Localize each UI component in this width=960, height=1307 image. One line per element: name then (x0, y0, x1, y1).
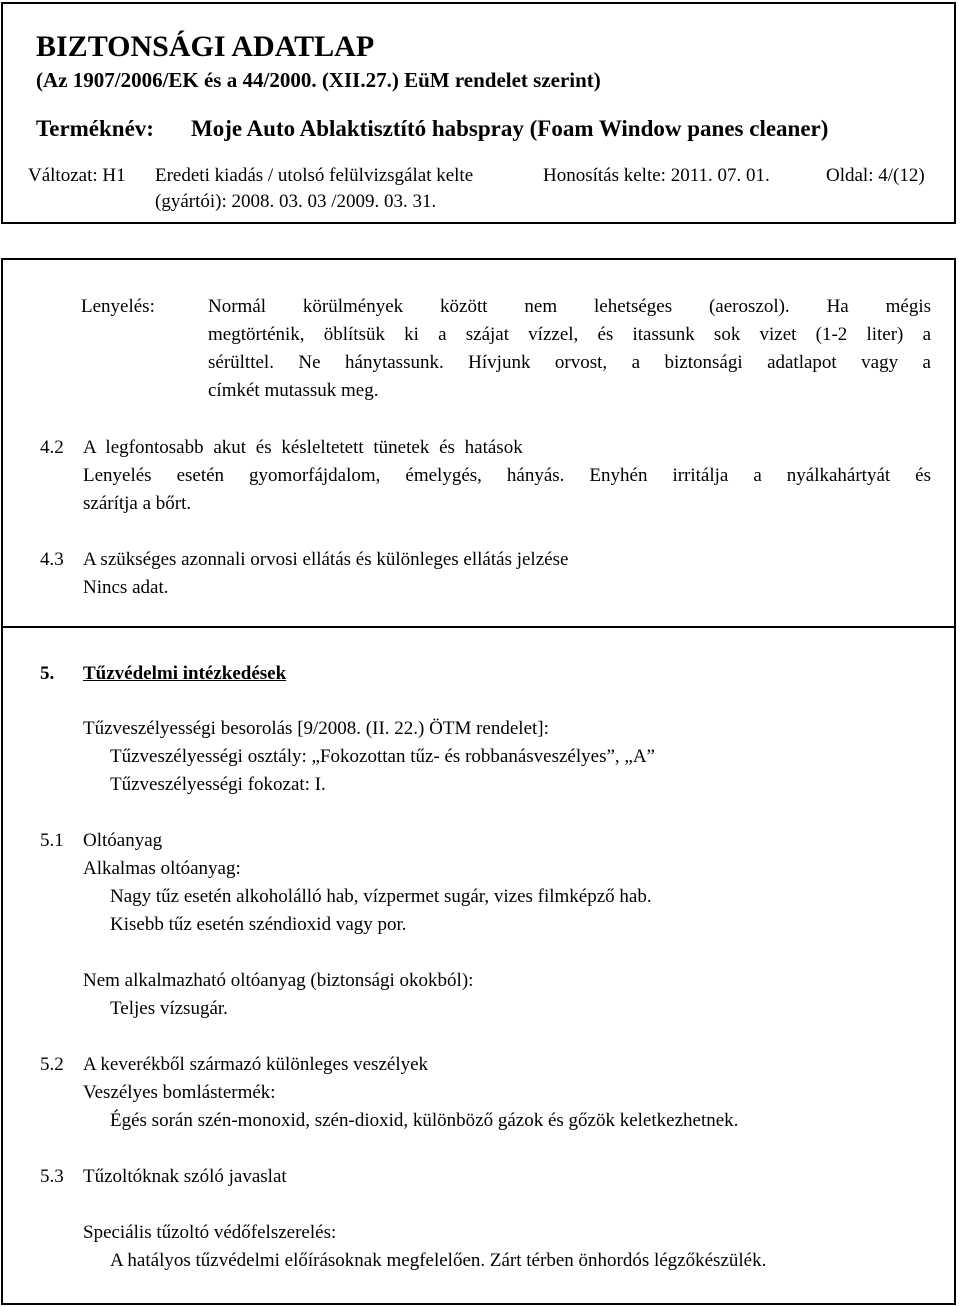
document-title: BIZTONSÁGI ADATLAP (36, 30, 375, 63)
suitable-media-small-fire: Kisebb tűz esetén széndioxid vagy por. (110, 914, 407, 935)
protective-equipment-value: A hatályos tűzvédelmi előírásoknak megfelelően. Zárt térben önhordós légzőkészülék. (110, 1250, 767, 1271)
protective-equipment-label: Speciális tűzoltó védőfelszerelés: (83, 1222, 337, 1243)
section-5-title: Tűzvédelmi intézkedések (83, 663, 287, 684)
product-line (36, 116, 829, 142)
suitable-media-large-fire: Nagy tűz esetén alkoholálló hab, vízpermet sugár, vizes filmképző hab. (110, 886, 652, 907)
suitable-media-label: Alkalmas oltóanyag: (83, 858, 241, 879)
section-5-3-number: 5.3 (40, 1166, 64, 1187)
fire-grade: Tűzveszélyességi fokozat: I. (110, 774, 326, 795)
section-4-3-text: Nincs adat. (83, 577, 169, 598)
ingestion-text-line: Normál körülmények között nem lehetséges (aeroszol). Ha mégis (208, 296, 931, 317)
section-4-2-number: 4.2 (40, 437, 64, 458)
original-issue-label: Eredeti kiadás / utolsó felülvizsgálat kelte (155, 165, 474, 186)
product-label: Terméknév: (36, 116, 154, 141)
hazardous-products-value: Égés során szén-monoxid, szén-dioxid, különböző gázok és gőzök keletkezhetnek. (110, 1110, 739, 1131)
section-4-2-text-line: szárítja a bőrt. (83, 493, 192, 514)
unsuitable-media-value: Teljes vízsugár. (110, 998, 228, 1019)
section-5-2-title: A keverékből származó különleges veszélyek (83, 1054, 429, 1075)
original-issue-dates: (gyártói): 2008. 03. 03 /2009. 03. 31. (155, 191, 437, 212)
localization-date: Honosítás kelte: 2011. 07. 01. (543, 165, 770, 186)
section-5-number: 5. (40, 663, 55, 684)
ingestion-text-line: megtörténik, öblítsük ki a szájat vízzel, és itassunk sok vizet (1-2 liter) a (208, 324, 931, 345)
fire-class: Tűzveszélyességi osztály: „Fokozottan tűz- és robbanásveszélyes”, „A” (110, 746, 655, 767)
section-4-3-number: 4.3 (40, 549, 64, 570)
unsuitable-media-label: Nem alkalmazható oltóanyag (biztonsági okokból): (83, 970, 474, 991)
product-name: Moje Auto Ablaktisztító habspray (Foam Window panes cleaner) (191, 116, 829, 141)
document-header (1, 2, 956, 224)
section-4-2-title: A legfontosabb akut és késleltetett tünetek és hatások (83, 437, 523, 458)
section-5-2-number: 5.2 (40, 1054, 64, 1075)
section-5-1-title: Oltóanyag (83, 830, 163, 851)
section-5-1-number: 5.1 (40, 830, 64, 851)
version: Változat: H1 (28, 165, 126, 186)
document-subtitle: (Az 1907/2006/EK és a 44/2000. (XII.27.) EüM rendelet szerint) (36, 68, 601, 92)
page-number: Oldal: 4/(12) (826, 165, 925, 186)
section-4-3-title: A szükséges azonnali orvosi ellátás és különleges ellátás jelzése (83, 549, 569, 570)
ingestion-text-line: sérülttel. Ne hánytassunk. Hívjunk orvost, a biztonsági adatlapot vagy a (208, 352, 931, 373)
ingestion-text-line: címkét mutassuk meg. (208, 380, 379, 401)
section-divider (3, 626, 954, 628)
section-4-2-text-line: Lenyelés esetén gyomorfájdalom, émelygés, hányás. Enyhén irritálja a nyálkahártyát és (83, 465, 931, 486)
fire-classification: Tűzveszélyességi besorolás [9/2008. (II. 22.) ÖTM rendelet]: (83, 718, 549, 739)
ingestion-label: Lenyelés: (81, 296, 155, 317)
hazardous-products-label: Veszélyes bomlástermék: (83, 1082, 276, 1103)
section-5-3-title: Tűzoltóknak szóló javaslat (83, 1166, 287, 1187)
